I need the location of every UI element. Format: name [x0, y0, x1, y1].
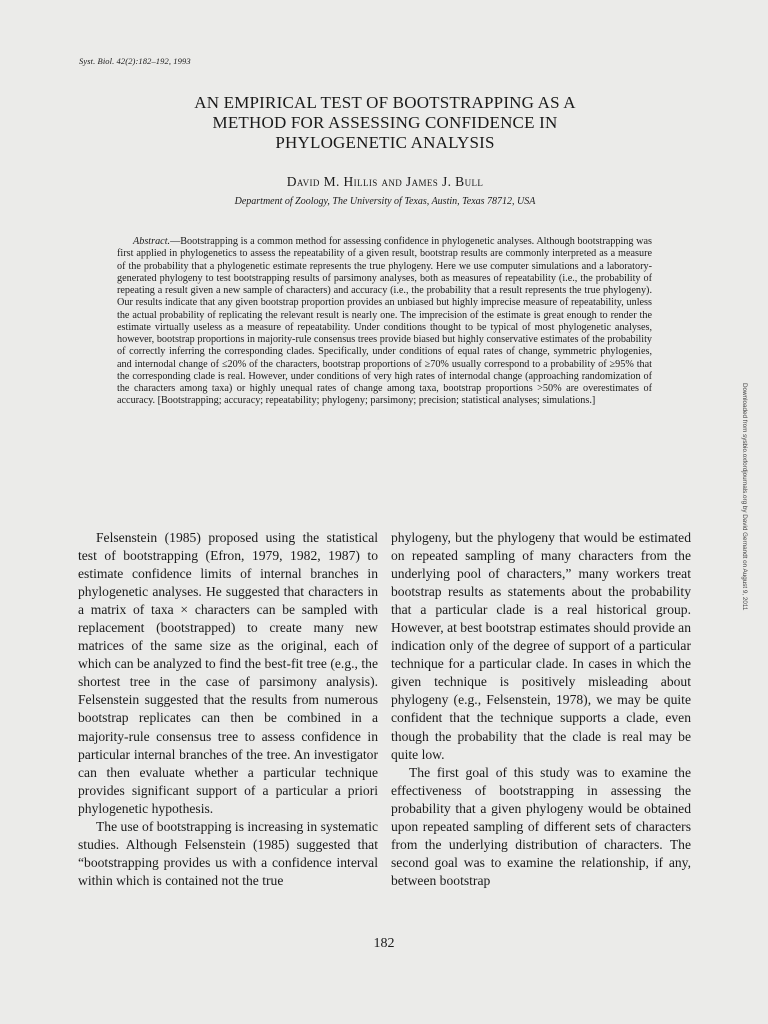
body-column-left: [78, 529, 378, 890]
body-column-right: [391, 529, 691, 890]
article-authors: David M. Hillis and James J. Bull: [286, 174, 484, 189]
page-number: 182: [373, 936, 395, 951]
body-paragraph: The use of bootstrapping is increasing in systematic studies. Although Felsenstein (1985) suggested that “bootstrapping provides us with a confidence interval within which is contained not the true: [78, 818, 379, 888]
body-paragraph: Felsenstein (1985) proposed using the statistical test of bootstrapping (Efron, 1979, 1982, 1987) to estimate confidence limits of internal branches in phylogenetic analyses. He suggested that characters in a matrix of taxa × characters can be sampled with replacement (bootstrapped) to create many new matrices of the same size as the original, each of which can be analyzed to find the best-fit tree (e.g., the shortest tree in the case of parsimony analysis). Felsenstein suggested that the results from numerous bootstrap replicates can then be combined in a majority-rule consensus tree to assess confidence in particular internal branches of the tree. An investigator can then evaluate whether a particular technique provides significant support of a particular a priori phylogenetic hypothesis.: [78, 530, 378, 816]
journal-citation: Syst. Biol. 42(2):182–192, 1993: [79, 56, 191, 66]
abstract: [117, 236, 652, 408]
title-line-3: PHYLOGENETIC ANALYSIS: [275, 133, 495, 152]
article-title: [150, 93, 620, 153]
title-line-1: AN EMPIRICAL TEST OF BOOTSTRAPPING AS A: [194, 93, 576, 112]
download-watermark: [736, 383, 756, 643]
author-affiliation: Department of Zoology, The University of Texas, Austin, Texas 78712, USA: [234, 196, 536, 207]
title-line-2: METHOD FOR ASSESSING CONFIDENCE IN: [212, 113, 558, 132]
body-paragraph: The first goal of this study was to examine the effectiveness of bootstrapping in assessing the probability that a given phylogeny would be obtained upon repeated sampling of different sets of characters from the underlying distribution of characters. The second goal was to examine the relationship, if any, between bootstrap: [391, 764, 691, 888]
abstract-lead: Abstract.: [133, 236, 171, 247]
abstract-text: —Bootstrapping is a common method for assessing confidence in phylogenetic analyses. Although bootstrapping was first applied in phylogenetics to assess the repeatability of a given result, bootstrap results are commonly interpreted as a measure of the probability that a phylogenetic estimate represents the true phylogeny. Here we use computer simulations and a laboratory-generated phylogeny to test bootstrapping results of parsimony analyses, both as measures of repeatability (i.e., the probability of repeating a result given a new sample of characters) and accuracy (i.e., the probability that a result represents the true phylogeny). Our results indicate that any given bootstrap proportion provides an unbiased but highly imprecise measure of repeatability, unless the actual probability of replicating the relevant result is nearly one. The imprecision of the estimate is great enough to render the estimate virtually useless as a measure of repeatability. Under conditions thought to be typical of most phylogenetic analyses, however, bootstrap proportions in majority-rule consensus trees provide biased but highly conservative estimates of the probability of correctly inferring the corresponding clades. Specifically, under conditions of equal rates of change, symmetric phylogenies, and internodal change of ≤20% of the characters, bootstrap proportions of ≥70% usually correspond to a probability of ≥95% that the corresponding clade is real. However, under conditions of very high rates of internodal change (approaching randomization of the characters among taxa) or highly unequal rates of change among taxa, bootstrap proportions >50% are overestimates of accuracy. [Bootstrapping; accuracy; repeatability; phylogeny; parsimony; precision; statistical analyses; simulations.]: [117, 236, 652, 407]
download-watermark-text: Downloaded from sysbio.oxfordjournals.org by David Gernandt on August 9, 2011: [741, 383, 748, 611]
body-paragraph: phylogeny, but the phylogeny that would be estimated on repeated sampling of many characters from the underlying pool of characters,” many workers treat bootstrap results as statements about the probability that a particular clade is a real historical group. However, at best bootstrap estimates should provide an indication only of the degree of support of a particular technique for a particular clade. In cases in which the given technique is positively misleading about phylogeny (e.g., Felsenstein, 1978), we may be quite confident that the technique supports a clade, even though the probability that the clade is real may be quite low.: [391, 530, 691, 762]
